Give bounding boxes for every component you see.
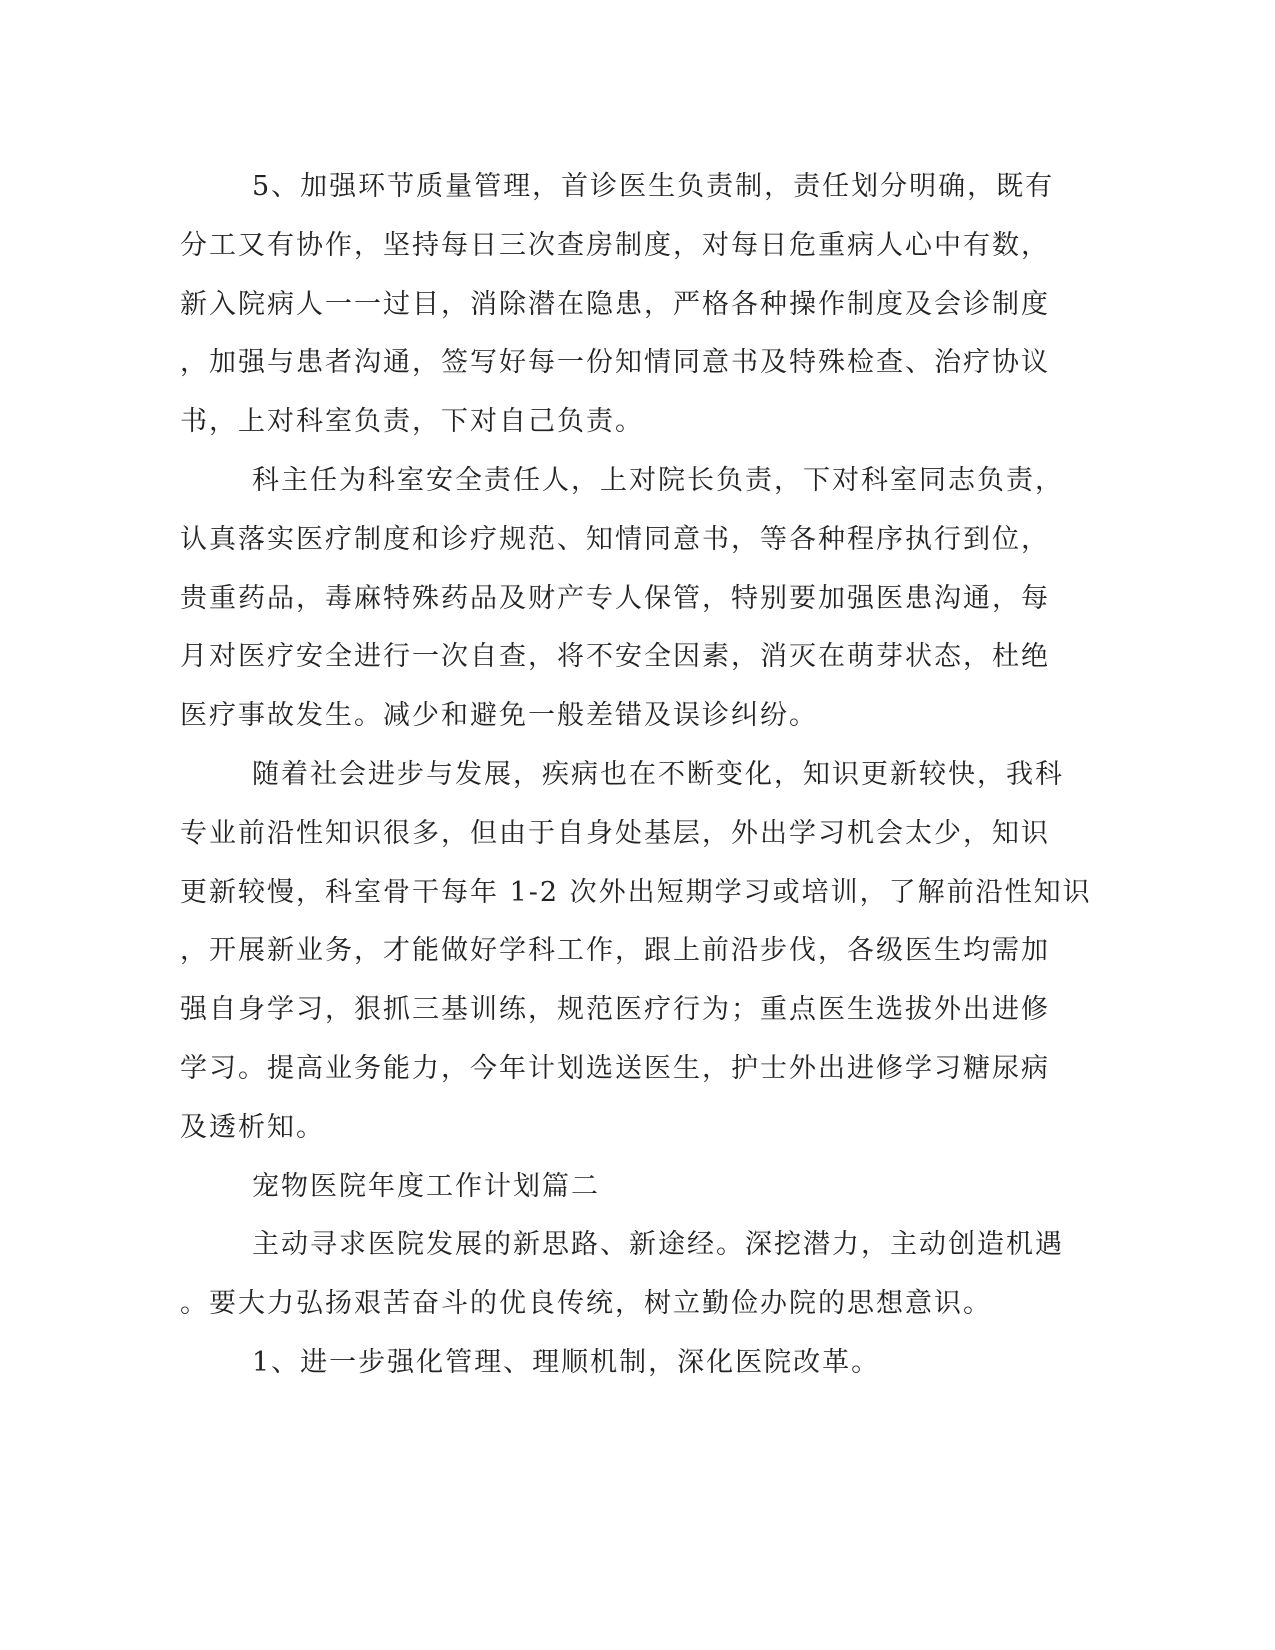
text-line: 认真落实医疗制度和诊疗规范、知情同意书，等各种程序执行到位，: [180, 523, 1050, 555]
text-line: 新入院病人一一过目，消除潜在隐患，严格各种操作制度及会诊制度: [180, 288, 1050, 320]
text-line: 贵重药品，毒麻特殊药品及财产专人保管，特别要加强医患沟通，每: [180, 582, 1050, 614]
text-line: ，加强与患者沟通，签写好每一份知情同意书及特殊检查、治疗协议: [180, 347, 1050, 379]
text-line: 月对医疗安全进行一次自查，将不安全因素，消灭在萌芽状态，杜绝: [180, 641, 1050, 673]
text-line: 随着社会进步与发展，疾病也在不断变化，知识更新较快，我科: [252, 758, 1064, 790]
text-line: 专业前沿性知识很多，但由于自身处基层，外出学习机会太少，知识: [180, 817, 1050, 849]
section-heading: [180, 1158, 1040, 1217]
text-line: 及透析知。: [180, 1111, 325, 1143]
text-line: 主动寻求医院发展的新思路、新途经。深挖潜力，主动创造机遇: [252, 1229, 1064, 1261]
text-line: 医疗事故发生。减少和避免一般差错及误诊纠纷。: [180, 700, 818, 732]
text-line: 1、进一步强化管理、理顺机制，深化医院改革。: [252, 1346, 881, 1378]
text-line: 科主任为科室安全责任人，上对院长负责，下对科室同志负责，: [252, 464, 1064, 496]
paragraph-development: [180, 1216, 1064, 1334]
paragraph-quality-management: [180, 158, 1055, 452]
section-heading-text: 宠物医院年度工作计划篇二: [252, 1170, 600, 1202]
text-line: 书，上对科室负责，下对自己负责。: [180, 406, 644, 438]
text-line: 强自身学习，狠抓三基训练，规范医疗行为；重点医生选拔外出进修: [180, 994, 1050, 1026]
text-line: 5、加强环节质量管理，首诊医生负责制，责任划分明确，既有: [252, 171, 1055, 202]
text-line: 。要大力弘扬艰苦奋斗的优良传统，树立勤俭办院的思想意识。: [180, 1288, 992, 1320]
paragraph-knowledge-update: [180, 746, 1092, 1158]
paragraph-reform-item: [180, 1334, 1040, 1393]
text-line: 分工又有协作，坚持每日三次查房制度，对每日危重病人心中有数，: [180, 229, 1050, 261]
text-line: ，开展新业务，才能做好学科工作，跟上前沿步伐，各级医生均需加: [180, 935, 1050, 967]
text-line: 更新较慢，科室骨干每年 1-2 次外出短期学习或培训，了解前沿性知识: [180, 876, 1092, 908]
text-line: 学习。提高业务能力，今年计划选送医生，护士外出进修学习糖尿病: [180, 1052, 1050, 1084]
paragraph-safety-responsibility: [180, 452, 1064, 746]
document-body: [180, 158, 1092, 1393]
